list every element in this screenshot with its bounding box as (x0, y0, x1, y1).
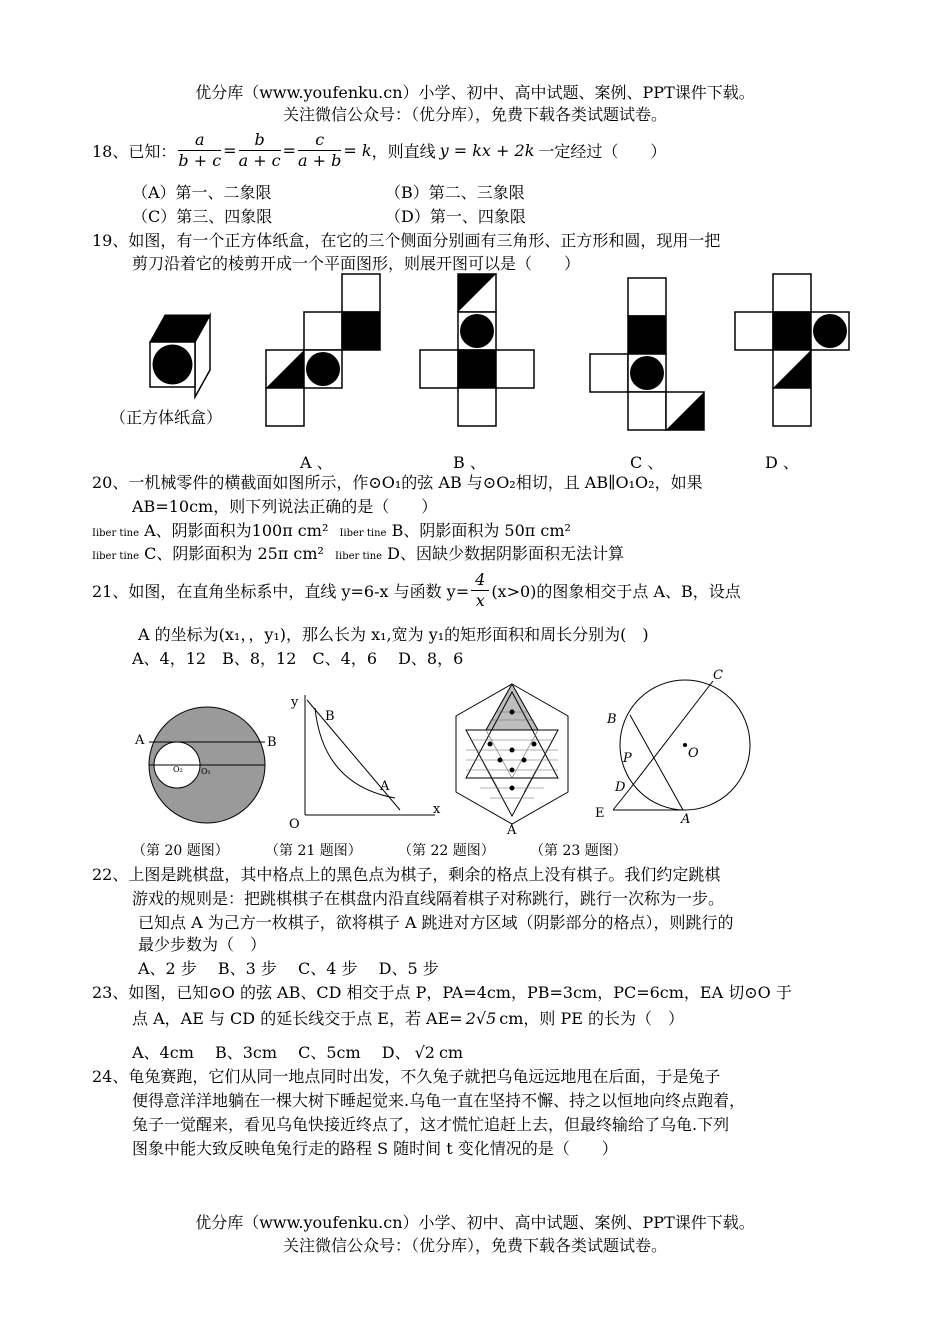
q18-middle: ，则直线 (371, 141, 436, 161)
fig21-label-y: y (291, 695, 299, 710)
q21-stem (92, 566, 741, 614)
q21-line-1a: 21、如图，在直角坐标系中，直线 y=6-x 与函数 y= (92, 581, 470, 601)
q21-frac-den: x (475, 590, 485, 610)
fig23-label-d: D (615, 780, 626, 795)
q24-line-3: 兔子一觉醒来，看见乌龟快接近终点了，这才慌忙追赶上去，但最终输给了乌龟.下列 (132, 1115, 730, 1134)
fig23-label-p: P (623, 751, 632, 766)
footer-line-1: 优分库（www.youfenku.cn）小学、初中、高中试题、案例、PPT课件下载。 (195, 1213, 755, 1232)
net-c-circle (630, 356, 664, 390)
q18-eq-k: = k (343, 140, 372, 160)
q18-frac1-den: b + c (178, 150, 222, 170)
fig21-label-b: B (325, 709, 335, 724)
fig23-label-a: A (681, 812, 691, 827)
cube-circle (153, 345, 193, 385)
q18-option-c: （C）第三、四象限 (132, 207, 273, 226)
caption-fig-20: （第 20 题图） (132, 843, 229, 859)
q23-options-abc: A、4cm B、3cm C、5cm D、 (132, 1043, 411, 1062)
fig20-label-o1: O₁ (201, 767, 211, 776)
q21-line-2: A 的坐标为(x₁，，y₁)，那么长为 x₁,宽为 y₁的矩形面积和周长分别为( ) (138, 625, 649, 644)
net-b (418, 272, 543, 432)
fig23-label-b: B (607, 712, 617, 727)
q20-line-2: AB=10cm，则下列说法正确的是（ ） (132, 497, 438, 516)
net-c (588, 276, 713, 436)
net-b-circle (460, 314, 494, 348)
q18-frac3-num: c (298, 130, 341, 151)
header-line-2: 关注微信公众号：（优分库），免费下载各类试题试卷。 (282, 105, 667, 124)
fig21-label-o: O (289, 817, 300, 832)
fig22-label-a: A (507, 823, 517, 838)
q24-line-1: 24、龟兔赛跑，它们从同一地点同时出发，不久兔子就把乌龟远远地甩在后面，于是兔子 (92, 1067, 721, 1086)
figure-21 (285, 690, 445, 835)
caption-fig-21: （第 21 题图） (265, 843, 362, 859)
q20-marker-c: Iiber tine (92, 551, 140, 562)
q18-frac-2 (239, 130, 281, 171)
q23-line-2b: cm，则 PE 的长为（ ） (499, 1009, 685, 1028)
q23-ae-value: 2√5 (465, 1009, 497, 1028)
figure-20 (135, 700, 285, 835)
q20-option-b: B、阴影面积为 50π cm² (391, 521, 571, 540)
net-d-label: D 、 (765, 453, 799, 472)
fig21-label-a: A (380, 779, 390, 794)
q24-line-2: 便得意洋洋地躺在一棵大树下睡起觉来.乌龟一直在坚持不懈、持之以恒地向终点跑着， (132, 1091, 746, 1110)
net-a-circle (306, 352, 340, 386)
q18-frac-3 (298, 130, 341, 171)
fig20-label-a: A (135, 733, 145, 748)
q20-marker-a: Iiber tine (92, 528, 140, 539)
q18-line-equation: y = kx + 2k (439, 140, 535, 160)
fig23-label-c: C (713, 668, 723, 683)
q23-line-2a: 点 A，AE 与 CD 的延长线交于点 E，若 AE= (132, 1009, 463, 1028)
q23-options (132, 1040, 463, 1063)
cube-caption: （正方体纸盒） (110, 408, 223, 427)
q22-line-2: 游戏的规则是：把跳棋棋子在棋盘内沿直线隔着棋子对称跳行，跳行一次称为一步。 (132, 889, 725, 908)
q21-line-1b: (x>0)的图象相交于点 A、B，设点 (491, 581, 741, 601)
q20-option-d: D、因缺少数据阴影面积无法计算 (387, 544, 624, 563)
q19-line-1: 19、如图，有一个正方体纸盒，在它的三个侧面分别画有三角形、正方形和圆，现用一把 (92, 231, 721, 250)
q23-option-d-value: √2 (414, 1043, 435, 1062)
q20-marker-b: Iiber tine (339, 528, 387, 539)
fig20-label-b: B (267, 735, 277, 750)
q20-option-c: C、阴影面积为 25π cm² (144, 544, 324, 563)
caption-fig-22: （第 22 题图） (398, 843, 495, 859)
q18-option-b: （B）第二、三象限 (385, 183, 525, 202)
cube-box-figure (145, 310, 215, 395)
q18-option-d: （D）第一、四象限 (385, 207, 526, 226)
header-line-1: 优分库（www.youfenku.cn）小学、初中、高中试题、案例、PPT课件下载。 (195, 83, 755, 102)
q18-frac2-den: a + c (238, 150, 281, 170)
net-a-label: A 、 (300, 453, 333, 472)
fig23-chord-ab (630, 715, 683, 810)
figure-23 (585, 665, 760, 835)
q22-line-4: 最少步数为（ ） (138, 935, 267, 954)
net-d-circle (813, 314, 847, 348)
q21-frac-num: 4 (471, 570, 489, 591)
q19-line-2: 剪刀沿着它的棱剪开成一个平面图形，则展开图可以是（ ） (132, 254, 581, 273)
net-d (733, 272, 858, 432)
fig23-label-o: O (688, 746, 699, 761)
q18-frac2-num: b (239, 130, 281, 151)
fig20-label-o2: O₂ (173, 765, 183, 774)
net-b-label: B 、 (453, 453, 486, 472)
fig21-label-x: x (433, 802, 441, 817)
q20-options-row-2 (92, 541, 624, 564)
q18-prefix: 18、已知： (92, 141, 177, 161)
q20-line-1: 20、一机械零件的横截面如图所示，作⊙O₁的弦 AB 与⊙O₂相切，且 AB∥O₁O₂，如果 (92, 473, 703, 492)
fig23-label-e: E (595, 806, 605, 821)
footer-line-2: 关注微信公众号：（优分库），免费下载各类试题试卷。 (282, 1236, 667, 1255)
q23-option-d-unit: cm (438, 1043, 464, 1062)
net-a (264, 272, 384, 432)
q18-suffix: 一定经过（ ） (538, 141, 667, 161)
q23-line-1: 23、如图，已知⊙O 的弦 AB、CD 相交于点 P，PA=4cm，PB=3cm，PC=6cm，EA 切⊙O 于 (92, 983, 792, 1002)
q20-marker-d: Iiber tine (335, 551, 383, 562)
q22-line-3: 已知点 A 为己方一枚棋子，欲将棋子 A 跳进对方区域（阴影部分的格点），则跳行的 (138, 913, 734, 932)
fig23-center-dot (683, 743, 687, 747)
q20-option-a: A、阴影面积为100π cm² (144, 521, 329, 540)
q18-frac1-num: a (178, 130, 221, 151)
q23-line-2 (132, 1006, 684, 1029)
q18-frac3-den: a + b (298, 150, 342, 170)
q18-frac-1 (178, 130, 221, 171)
q24-line-4: 图象中能大致反映龟兔行走的路程 S 随时间 t 变化情况的是（ ） (132, 1139, 618, 1158)
figure-22 (450, 682, 575, 837)
caption-fig-23: （第 23 题图） (530, 843, 627, 859)
q22-options: A、2 步 B、3 步 C、4 步 D、5 步 (138, 959, 439, 978)
q22-line-1: 22、上图是跳棋盘，其中格点上的黑色点为棋子，剩余的格点上没有棋子。我们约定跳棋 (92, 865, 721, 884)
q18-stem: 18、已知： $\frac{a}{b + c}$ = $\frac{b}{a + c}$ = $\frac{c}{a + b}$ = k ，则直线 y = kx + 2k 一定经过（ ） (92, 129, 667, 170)
net-c-label: C 、 (630, 453, 664, 472)
q20-options-row-1 (92, 518, 571, 541)
q21-options: A、4，12 B、8，12 C、4，6 D、8，6 (132, 649, 464, 668)
q21-fraction (471, 570, 489, 611)
q18-option-a: （A）第一、二象限 (132, 183, 272, 202)
